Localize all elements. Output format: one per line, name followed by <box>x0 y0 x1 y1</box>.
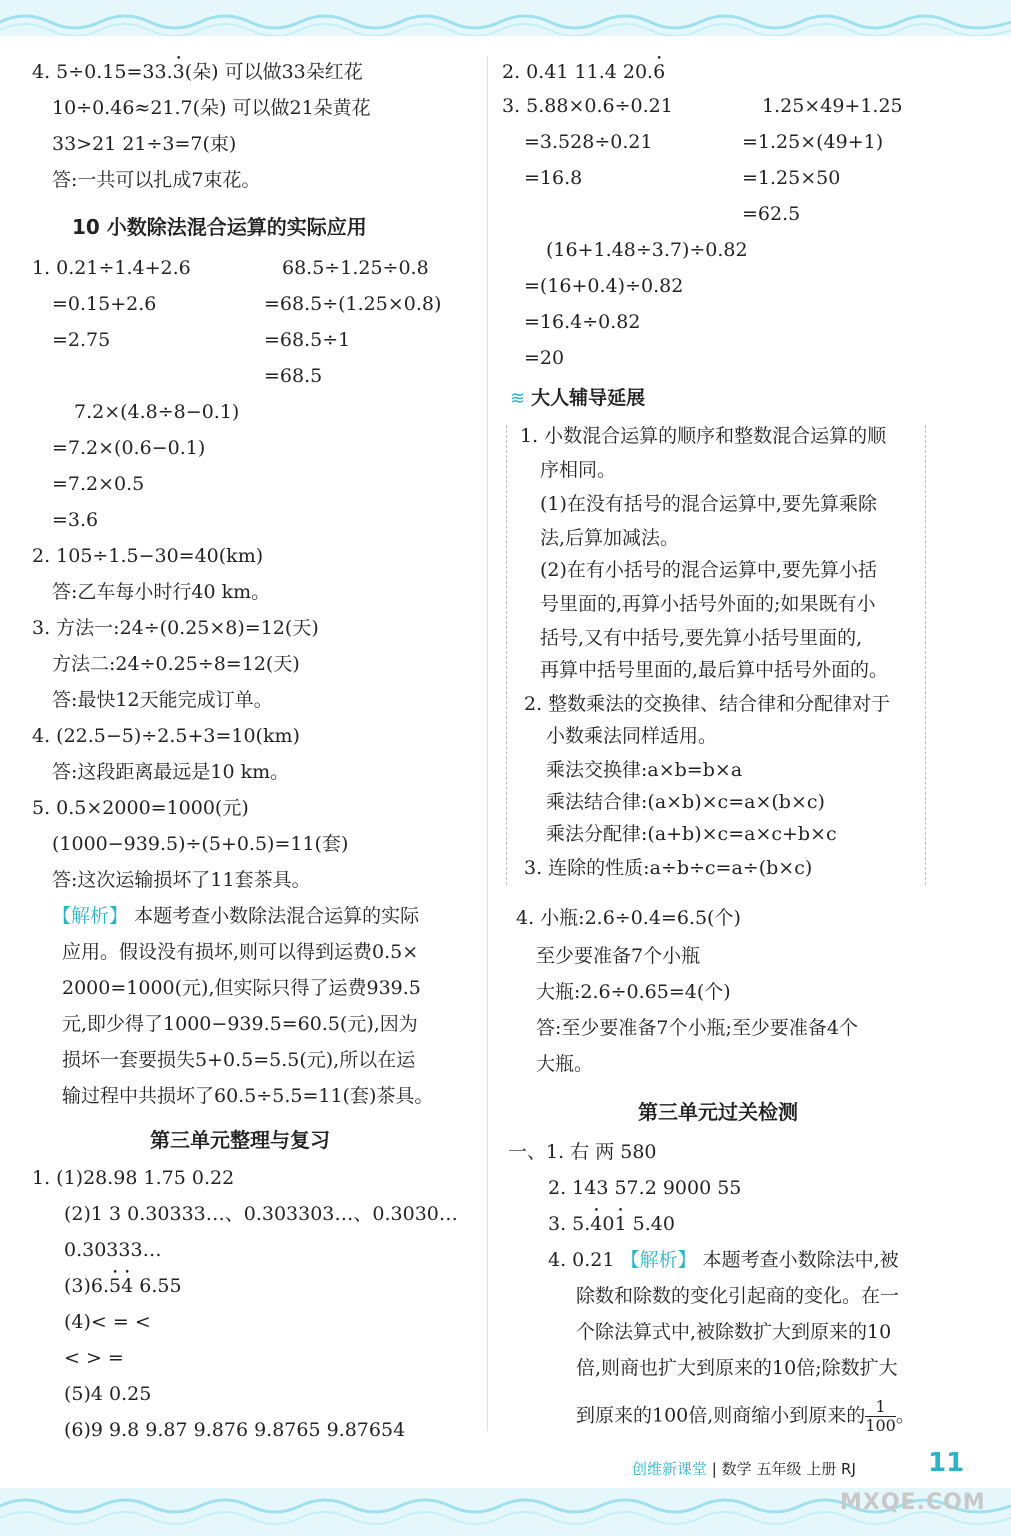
r-answer-3-c1: (16+1.48÷3.7)÷0.82 <box>546 239 748 261</box>
q1-c-line2: =7.2×(0.6−0.1) <box>52 437 206 459</box>
answer-4-line4: 答:一共可以扎成7束花。 <box>52 169 261 191</box>
q3-line3: 答:最快12天能完成订单。 <box>52 689 273 711</box>
r-answer-3-c3: =16.4÷0.82 <box>524 311 641 333</box>
q3-line2: 方法二:24÷0.25÷8=12(天) <box>52 653 300 675</box>
test-line7: 倍,则商也扩大到原来的10倍;除数扩大 <box>576 1357 898 1379</box>
q4-line2: 答:这段距离最远是10 km。 <box>52 761 290 783</box>
test-line5: 除数和除数的变化引起商的变化。在一 <box>576 1285 900 1307</box>
ext-line8: 再算中括号里面的,最后算中括号外面的。 <box>540 659 889 681</box>
review-line2: (2)1 3 0.30333…、0.303303…、0.3030… <box>64 1203 458 1225</box>
ext-line14: 3. 连除的性质:a÷b÷c=a÷(b×c) <box>524 857 813 879</box>
ext-line6: 号里面的,再算小括号外面的;如果既有小 <box>540 593 876 615</box>
q1-b-line3: =68.5÷1 <box>264 329 351 351</box>
test-line2: 2. 143 57.2 9000 55 <box>548 1177 742 1199</box>
answer-4-line2: 10÷0.46≈21.7(朵) 可以做21朵黄花 <box>52 97 371 119</box>
ext-line13: 乘法分配律:(a+b)×c=a×c+b×c <box>546 823 837 845</box>
q2-line1: 2. 105÷1.5−30=40(km) <box>32 545 264 567</box>
extension-title: ≋ 大人辅导延展 <box>510 387 646 409</box>
q2-line2: 答:乙车每小时行40 km。 <box>52 581 271 603</box>
q3-line1: 3. 方法一:24÷(0.25×8)=12(天) <box>32 617 319 639</box>
watermark: MXQE.COM <box>840 1490 986 1515</box>
edition-label: RJ <box>841 1460 856 1478</box>
q5-line3: 答:这次运输损坏了11套茶具。 <box>52 869 311 891</box>
r-answer-2: 2. 0.41 11.4 20.6 • <box>502 60 665 84</box>
r-answer-3-c2: =(16+0.4)÷0.82 <box>524 275 684 297</box>
review-section-title: 第三单元整理与复习 <box>150 1128 330 1152</box>
review-line8: (6)9 9.8 9.87 9.876 9.8765 9.87654 <box>64 1419 406 1441</box>
q1-a-line1: 1. 0.21÷1.4+2.6 <box>32 257 191 279</box>
analysis-line4: 元,即少得了1000−939.5=60.5(元),因为 <box>62 1013 418 1035</box>
analysis-line1: 【解析】 本题考查小数除法混合运算的实际 <box>52 905 420 927</box>
ext-line5: (2)在有小括号的混合运算中,要先算小括 <box>540 559 877 581</box>
r-answer-3-r1: 1.25×49+1.25 <box>762 95 903 117</box>
r-q4-line5: 大瓶。 <box>536 1053 594 1075</box>
r-q4-line1: 4. 小瓶:2.6÷0.4=6.5(个) <box>516 907 741 929</box>
analysis-tag: 【解析】 <box>52 905 129 927</box>
review-line4: (3)6.5 •4 • 6.55 <box>64 1274 182 1298</box>
analysis-line3: 2000=1000(元),但实际只得了运费939.5 <box>62 977 421 999</box>
test-line3: 3. 5.4 •01 • 5.40 <box>548 1212 675 1236</box>
q1-c-line4: =3.6 <box>52 509 99 531</box>
analysis-line6: 输过程中共损坏了60.5÷5.5=11(套)茶具。 <box>62 1085 434 1107</box>
answer-4-line1: 4. 5÷0.15=33.3 •(朵) 可以做33朵红花 <box>32 60 363 84</box>
r-answer-3-r4: =62.5 <box>742 203 801 225</box>
ext-line10: 小数乘法同样适用。 <box>546 725 718 747</box>
analysis-line5: 损坏一套要损失5+0.5=5.5(元),所以在运 <box>62 1049 416 1071</box>
ext-line9: 2. 整数乘法的交换律、结合律和分配律对于 <box>524 693 891 715</box>
answer-4-line3: 33>21 21÷3=7(束) <box>52 133 237 155</box>
column-divider <box>487 56 488 1431</box>
page-number: 11 <box>928 1448 965 1478</box>
ext-line3: (1)在没有括号的混合运算中,要先算乘除 <box>540 493 877 515</box>
q5-line1: 5. 0.5×2000=1000(元) <box>32 797 249 819</box>
subject-label: 数学 <box>721 1460 752 1478</box>
q1-c-line3: =7.2×0.5 <box>52 473 145 495</box>
review-line3: 0.30333… <box>64 1239 162 1261</box>
r-q4-line3: 大瓶:2.6÷0.65=4(个) <box>536 981 731 1003</box>
r-answer-3-l2: =3.528÷0.21 <box>524 131 653 153</box>
ext-line11: 乘法交换律:a×b=b×a <box>546 759 743 781</box>
q1-a-line2: =0.15+2.6 <box>52 293 157 315</box>
test-line1: 一、1. 右 两 580 <box>508 1141 657 1163</box>
test-line4: 4. 0.21 【解析】 本题考查小数除法中,被 <box>548 1249 899 1271</box>
r-q4-line4: 答:至少要准备7个小瓶;至少要准备4个 <box>536 1017 858 1039</box>
review-line7: (5)4 0.25 <box>64 1383 152 1405</box>
test-line8: 到原来的100倍,则商缩小到原来的 $\frac{1}{100}$ 。 <box>576 1397 915 1435</box>
review-line6: < > = <box>64 1347 124 1369</box>
review-line5: (4)< = < <box>64 1311 151 1333</box>
ext-line4: 法,后算加减法。 <box>540 527 680 549</box>
brand-label: 创维新课堂 <box>632 1460 708 1478</box>
r-answer-3-l1: 3. 5.88×0.6÷0.21 <box>502 95 673 117</box>
r-answer-3-l3: =16.8 <box>524 167 583 189</box>
q1-a-line3: =2.75 <box>52 329 111 351</box>
ext-line12: 乘法结合律:(a×b)×c=a×(b×c) <box>546 791 825 813</box>
analysis-line2: 应用。假设没有损坏,则可以得到运费0.5× <box>62 941 419 963</box>
ext-line7: 括号,又有中括号,要先算小括号里面的, <box>540 627 863 649</box>
grade-label: 五年级 <box>756 1460 802 1478</box>
q1-b-line1: 68.5÷1.25÷0.8 <box>282 257 429 279</box>
r-answer-3-r3: =1.25×50 <box>742 167 841 189</box>
ext-line1: 1. 小数混合运算的顺序和整数混合运算的顺 <box>520 425 887 447</box>
volume-label: 上册 <box>806 1460 837 1478</box>
r-answer-3-r2: =1.25×(49+1) <box>742 131 884 153</box>
section-10-title: 10 小数除法混合运算的实际应用 <box>72 215 367 239</box>
q5-line2: (1000−939.5)÷(5+0.5)=11(套) <box>52 833 349 855</box>
test-line6: 个除法算式中,被除数扩大到原来的10 <box>576 1321 892 1343</box>
q1-c-line1: 7.2×(4.8÷8−0.1) <box>74 401 240 423</box>
fraction-1-over-100: $\frac{1}{100}$ <box>865 1397 896 1435</box>
test-section-title: 第三单元过关检测 <box>638 1100 798 1124</box>
top-wave-decoration <box>0 0 1011 36</box>
ext-line2: 序相同。 <box>540 459 617 481</box>
wave-icon: ≋ <box>510 388 526 409</box>
q4-line1: 4. (22.5−5)÷2.5+3=10(km) <box>32 725 300 747</box>
test-analysis-tag: 【解析】 <box>620 1249 697 1271</box>
r-q4-line2: 至少要准备7个小瓶 <box>536 945 701 967</box>
q1-b-line2: =68.5÷(1.25×0.8) <box>264 293 442 315</box>
r-answer-3-c4: =20 <box>524 347 565 369</box>
q1-b-line4: =68.5 <box>264 365 323 387</box>
review-line1: 1. (1)28.98 1.75 0.22 <box>32 1167 235 1189</box>
page-footer: 创维新课堂 | 数学 五年级 上册 RJ <box>632 1460 856 1478</box>
